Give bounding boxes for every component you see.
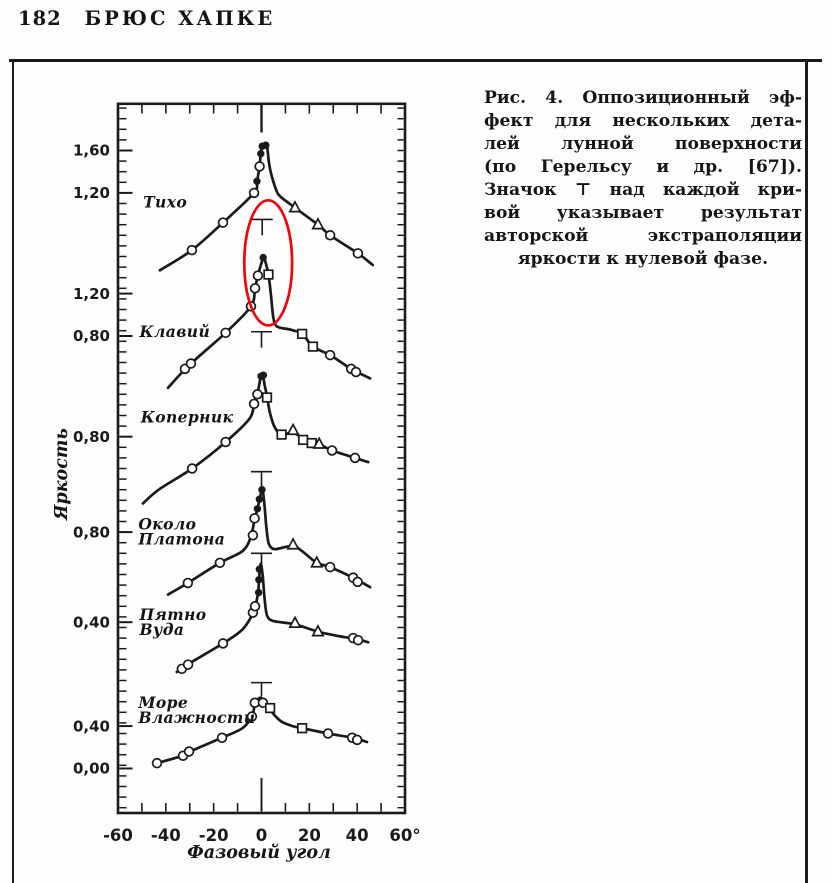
x-tick-label: -40 — [150, 826, 181, 845]
marker-square — [299, 436, 308, 445]
curve-label: Коперник — [140, 407, 234, 427]
marker-filled-circle — [258, 486, 265, 493]
y-tick-label: 0,40 — [72, 717, 110, 736]
x-tick-label: 20 — [297, 826, 321, 845]
curve-label: Около — [138, 514, 197, 534]
caption-line: фект для нескольких дета- — [484, 111, 802, 131]
curve-mare-humorum — [137, 683, 367, 768]
marker-open-circle — [218, 733, 227, 742]
marker-filled-circle — [253, 178, 260, 185]
marker-open-circle — [254, 271, 263, 280]
curve-label: Вуда — [139, 619, 185, 639]
y-tick-label: 1,20 — [72, 184, 110, 203]
curve-label: Платона — [138, 529, 226, 549]
marker-open-circle — [188, 246, 197, 255]
y-tick-label: 1,60 — [72, 141, 110, 160]
x-tick-label: -20 — [198, 826, 229, 845]
marker-open-circle — [324, 729, 333, 738]
curve-clavius — [139, 219, 371, 388]
page-number: 182 — [18, 7, 62, 30]
marker-open-circle — [253, 390, 262, 399]
y-tick-label: 0,80 — [72, 523, 110, 542]
marker-open-circle — [255, 162, 264, 171]
caption-line: лей лунной поверхности — [484, 134, 802, 154]
curve-label: Влажности — [138, 707, 256, 727]
marker-open-circle — [326, 351, 335, 360]
marker-filled-circle — [259, 254, 266, 261]
marker-filled-circle — [262, 142, 269, 149]
curve-label: Море — [138, 692, 189, 712]
caption-line: яркости к нулевой фазе. — [517, 249, 769, 269]
curve-label: Тихо — [143, 192, 188, 212]
marker-open-circle — [251, 284, 260, 293]
curve-label: Пятно — [139, 604, 207, 624]
marker-open-circle — [251, 602, 260, 611]
y-tick-label: 0,00 — [72, 759, 110, 778]
marker-square — [266, 704, 275, 713]
y-tick-label: 0,40 — [72, 613, 110, 632]
marker-filled-circle — [256, 566, 263, 573]
marker-open-circle — [353, 735, 362, 744]
caption-line: (по Герельсу и др. [67]). — [484, 157, 802, 177]
marker-filled-circle — [256, 496, 263, 503]
x-tick-label: -60 — [103, 826, 133, 845]
caption-line: вой указывает результат — [484, 203, 802, 223]
marker-filled-circle — [254, 505, 261, 512]
marker-open-circle — [153, 759, 162, 768]
y-tick-label: 0,80 — [72, 327, 110, 346]
marker-open-circle — [250, 399, 259, 408]
curve-tycho — [143, 104, 373, 270]
marker-square — [263, 393, 272, 402]
marker-open-circle — [328, 446, 337, 455]
curve-woods-spot — [139, 553, 369, 673]
marker-filled-circle — [255, 576, 262, 583]
x-tick-label: 60° — [389, 826, 421, 845]
caption-line: авторской экстраполяции — [484, 226, 802, 246]
marker-open-circle — [353, 249, 362, 258]
marker-open-circle — [351, 454, 360, 463]
marker-open-circle — [326, 563, 335, 572]
marker-open-circle — [184, 660, 193, 669]
marker-open-circle — [250, 189, 259, 198]
marker-open-circle — [221, 438, 230, 447]
y-tick-labels — [73, 142, 133, 778]
marker-square — [264, 270, 273, 279]
figure-caption — [484, 87, 802, 271]
x-tick-label: 40 — [345, 826, 369, 845]
y-axis-title: Яркость — [52, 428, 72, 520]
marker-filled-circle — [255, 589, 262, 596]
marker-open-circle — [326, 231, 335, 240]
marker-filled-circle — [257, 150, 264, 157]
caption-line: Рис. 4. Оппозиционный эф- — [484, 88, 802, 108]
marker-open-circle — [215, 558, 224, 567]
marker-triangle — [288, 425, 298, 435]
marker-square — [309, 342, 318, 351]
marker-open-circle — [185, 747, 194, 756]
y-tick-label: 0,80 — [72, 427, 110, 446]
marker-open-circle — [250, 514, 259, 523]
marker-open-circle — [187, 359, 196, 368]
running-head: БРЮС ХАПКЕ — [84, 7, 276, 30]
marker-square — [298, 724, 307, 733]
marker-square — [298, 330, 307, 339]
caption-line: Значок ⊤ над каждой кри- — [484, 180, 802, 200]
x-tick-label: 0 — [255, 826, 268, 845]
marker-filled-circle — [260, 372, 267, 379]
curve-near-plato — [137, 472, 370, 595]
marker-open-circle — [188, 464, 197, 473]
marker-open-circle — [183, 579, 192, 588]
marker-open-circle — [219, 218, 228, 227]
x-axis-title: Фазовый угол — [187, 843, 331, 863]
marker-open-circle — [353, 578, 362, 587]
marker-triangle — [288, 539, 298, 549]
marker-open-circle — [219, 639, 228, 648]
curve-label: Клавий — [139, 321, 211, 341]
marker-open-circle — [352, 368, 361, 377]
marker-open-circle — [221, 328, 230, 337]
y-tick-label: 1,20 — [72, 284, 110, 303]
marker-square — [277, 430, 286, 439]
marker-open-circle — [248, 531, 257, 540]
marker-open-circle — [354, 636, 363, 645]
